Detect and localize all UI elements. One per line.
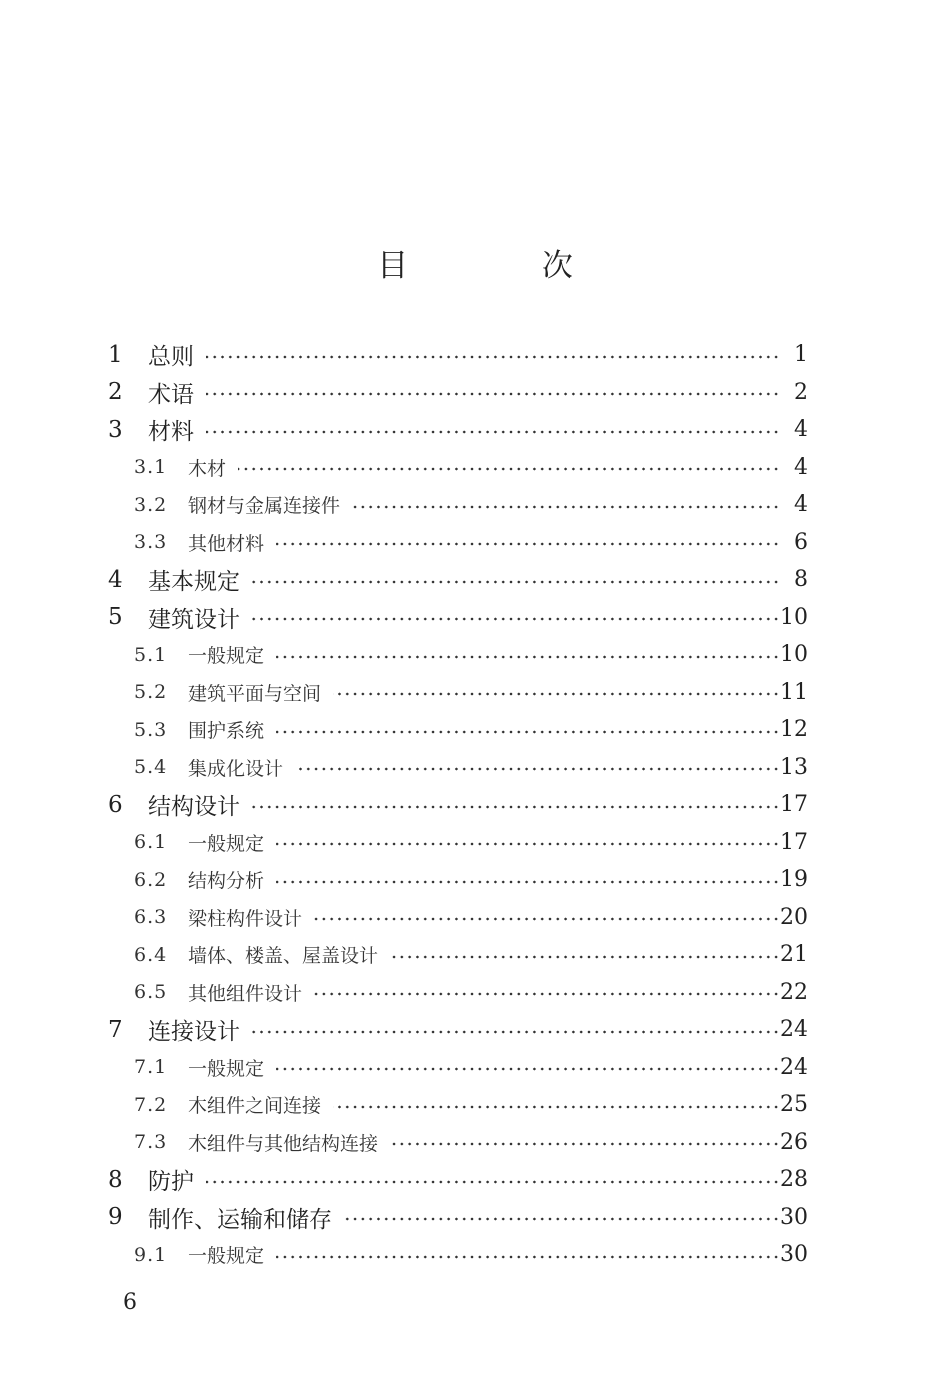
toc-entry-number: 7.3 [134, 1131, 168, 1154]
dot-leader [314, 992, 780, 996]
toc-entry-page: 13 [780, 754, 808, 780]
toc-entry-title: 材料 [148, 419, 194, 446]
dot-leader [390, 1142, 780, 1146]
dot-leader [314, 917, 780, 921]
page-title: 目 次 [377, 248, 635, 284]
toc-entry-number: 9.1 [134, 1243, 168, 1266]
toc-entry-page: 30 [780, 1204, 808, 1230]
toc-entry-number: 6.3 [134, 906, 168, 929]
toc-entry[interactable] [0, 1236, 950, 1274]
toc-entry-number: 2 [108, 379, 123, 406]
dot-leader [276, 880, 780, 884]
toc-entry-number: 3 [108, 416, 123, 443]
toc-entry-number: 5.4 [134, 756, 168, 779]
toc-entry[interactable] [0, 1124, 950, 1162]
toc-entry[interactable] [0, 336, 950, 374]
dot-leader [333, 692, 780, 696]
toc-entry[interactable] [0, 524, 950, 562]
dot-leader [344, 1217, 780, 1221]
toc-entry-title: 建筑平面与空间 [188, 682, 322, 705]
toc-entry-page: 21 [780, 942, 808, 968]
toc-entry-page: 25 [780, 1092, 808, 1118]
toc-entry-page: 17 [780, 829, 808, 855]
dot-leader [238, 467, 780, 471]
dot-leader [390, 955, 780, 959]
toc-entry-number: 3.2 [134, 493, 168, 516]
toc-entry-title: 一般规定 [188, 832, 265, 855]
toc-entry-page: 17 [780, 792, 808, 818]
toc-entry[interactable] [0, 899, 950, 937]
dot-leader [206, 430, 780, 434]
toc-entry-title: 梁柱构件设计 [188, 907, 303, 930]
table-of-contents [0, 336, 950, 1274]
toc-entry-title: 结构设计 [148, 794, 240, 821]
toc-entry-number: 6.4 [134, 943, 168, 966]
toc-entry[interactable] [0, 711, 950, 749]
toc-entry-page: 4 [794, 492, 808, 518]
toc-entry-title: 防护 [148, 1169, 194, 1196]
toc-entry-page: 4 [794, 454, 808, 480]
toc-entry-page: 4 [794, 417, 808, 443]
toc-entry-title: 一般规定 [188, 1057, 265, 1080]
toc-entry[interactable] [0, 411, 950, 449]
toc-entry-number: 3.3 [134, 531, 168, 554]
toc-entry-title: 钢材与金属连接件 [188, 495, 341, 518]
toc-entry-number: 5 [108, 604, 123, 631]
dot-leader [352, 505, 780, 509]
dot-leader [276, 655, 780, 659]
dot-leader [206, 392, 780, 396]
toc-entry[interactable] [0, 974, 950, 1012]
toc-entry-number: 1 [108, 341, 123, 368]
toc-entry-title: 墙体、楼盖、屋盖设计 [188, 945, 379, 968]
toc-entry[interactable] [0, 674, 950, 712]
toc-entry[interactable] [0, 561, 950, 599]
toc-entry-page: 10 [780, 604, 808, 630]
toc-entry-page: 12 [780, 717, 808, 743]
toc-entry-number: 5.2 [134, 681, 168, 704]
toc-entry-number: 8 [108, 1166, 123, 1193]
toc-entry-page: 1 [794, 342, 808, 368]
toc-entry-page: 19 [780, 867, 808, 893]
toc-entry[interactable] [0, 1199, 950, 1237]
toc-entry[interactable] [0, 824, 950, 862]
toc-entry[interactable] [0, 1086, 950, 1124]
toc-entry-number: 7.1 [134, 1056, 168, 1079]
toc-entry-title: 一般规定 [188, 645, 265, 668]
toc-entry-page: 28 [780, 1167, 808, 1193]
dot-leader [276, 1067, 780, 1071]
toc-entry[interactable] [0, 449, 950, 487]
toc-entry-page: 26 [780, 1129, 808, 1155]
toc-entry-page: 30 [780, 1242, 808, 1268]
dot-leader [252, 580, 780, 584]
toc-entry[interactable] [0, 374, 950, 412]
toc-entry-title: 建筑设计 [148, 606, 240, 633]
toc-entry-number: 5.1 [134, 643, 168, 666]
toc-entry-title: 基本规定 [148, 569, 240, 596]
dot-leader [252, 1030, 780, 1034]
toc-entry-number: 6.5 [134, 981, 168, 1004]
toc-entry[interactable] [0, 1049, 950, 1087]
toc-entry-title: 连接设计 [148, 1019, 240, 1046]
dot-leader [206, 1180, 780, 1184]
dot-leader [276, 1255, 780, 1259]
toc-entry-page: 10 [780, 642, 808, 668]
toc-entry-title: 术语 [148, 381, 194, 408]
toc-entry-number: 5.3 [134, 718, 168, 741]
toc-entry-title: 总则 [148, 344, 194, 371]
toc-entry[interactable] [0, 599, 950, 637]
toc-entry-title: 结构分析 [188, 870, 265, 893]
toc-entry-number: 9 [108, 1204, 123, 1231]
toc-entry-page: 2 [794, 379, 808, 405]
toc-entry-number: 6 [108, 791, 123, 818]
toc-entry-number: 6.2 [134, 868, 168, 891]
toc-entry[interactable] [0, 486, 950, 524]
toc-entry-title: 制作、运输和储存 [148, 1206, 332, 1233]
dot-leader [252, 805, 780, 809]
toc-entry-page: 6 [794, 529, 808, 555]
toc-entry-number: 3.1 [134, 456, 168, 479]
toc-entry[interactable] [0, 1161, 950, 1199]
dot-leader [295, 767, 780, 771]
toc-entry-number: 4 [108, 566, 123, 593]
toc-entry-page: 20 [780, 904, 808, 930]
toc-entry-title: 集成化设计 [188, 757, 284, 780]
toc-entry-page: 22 [780, 979, 808, 1005]
page-number: 6 [123, 1290, 137, 1315]
toc-entry-page: 11 [780, 679, 808, 705]
toc-entry[interactable] [0, 749, 950, 787]
toc-entry-page: 24 [780, 1054, 808, 1080]
toc-entry-page: 24 [780, 1017, 808, 1043]
toc-entry-number: 7.2 [134, 1093, 168, 1116]
toc-entry[interactable] [0, 1011, 950, 1049]
dot-leader [206, 355, 780, 359]
toc-entry-number: 7 [108, 1016, 123, 1043]
toc-entry[interactable] [0, 636, 950, 674]
toc-entry[interactable] [0, 861, 950, 899]
toc-entry-title: 围护系统 [188, 720, 265, 743]
toc-entry-title: 其他组件设计 [188, 982, 303, 1005]
toc-entry-title: 其他材料 [188, 532, 265, 555]
dot-leader [276, 542, 780, 546]
toc-entry-number: 6.1 [134, 831, 168, 854]
toc-entry-title: 一般规定 [188, 1245, 265, 1268]
toc-entry-page: 8 [794, 567, 808, 593]
dot-leader [276, 842, 780, 846]
dot-leader [252, 617, 780, 621]
toc-entry[interactable] [0, 936, 950, 974]
dot-leader [276, 730, 780, 734]
toc-entry-title: 木组件与其他结构连接 [188, 1132, 379, 1155]
toc-entry[interactable] [0, 786, 950, 824]
toc-entry-title: 木组件之间连接 [188, 1095, 322, 1118]
dot-leader [333, 1105, 780, 1109]
toc-entry-title: 木材 [188, 457, 227, 480]
